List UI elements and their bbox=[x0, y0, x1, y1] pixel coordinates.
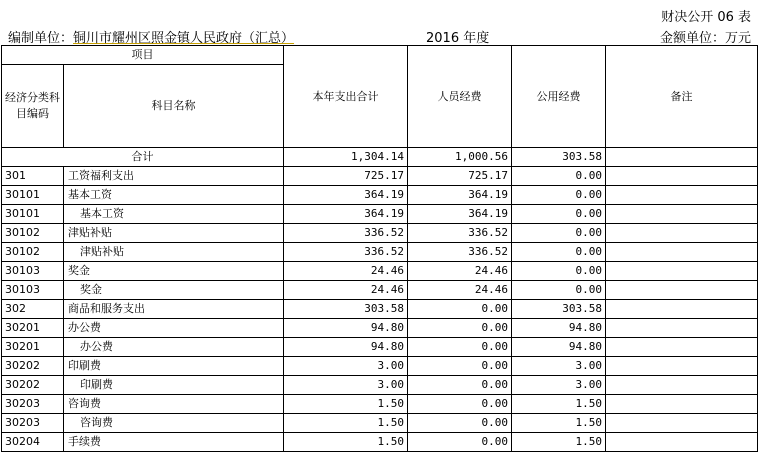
row-total: 364.19 bbox=[284, 205, 408, 224]
row-public: 94.80 bbox=[512, 319, 606, 338]
table-row bbox=[2, 224, 758, 243]
row-name: 奖金 bbox=[64, 262, 284, 281]
table-row bbox=[2, 186, 758, 205]
table-row bbox=[2, 319, 758, 338]
row-public: 0.00 bbox=[512, 205, 606, 224]
header-item: 项目 bbox=[2, 46, 284, 65]
header-name: 科目名称 bbox=[64, 65, 284, 148]
table-row bbox=[2, 281, 758, 300]
header-total: 本年支出合计 bbox=[284, 46, 408, 148]
row-code: 302 bbox=[2, 300, 64, 319]
header-code: 经济分类科目编码 bbox=[5, 91, 60, 120]
row-total: 336.52 bbox=[284, 224, 408, 243]
header-personnel: 人员经费 bbox=[408, 46, 512, 148]
row-code: 30203 bbox=[2, 414, 64, 433]
row-name: 基本工资 bbox=[64, 186, 284, 205]
total-label: 合计 bbox=[2, 148, 284, 167]
table-row bbox=[2, 395, 758, 414]
amount-unit: 金额单位：万元 bbox=[659, 31, 751, 46]
row-note bbox=[606, 338, 758, 357]
row-code: 301 bbox=[2, 167, 64, 186]
row-total: 364.19 bbox=[284, 186, 408, 205]
row-note bbox=[606, 376, 758, 395]
row-total: 94.80 bbox=[284, 319, 408, 338]
row-note bbox=[606, 433, 758, 452]
row-code: 30101 bbox=[2, 186, 64, 205]
row-total: 3.00 bbox=[284, 376, 408, 395]
row-total: 336.52 bbox=[284, 243, 408, 262]
row-code: 30103 bbox=[2, 262, 64, 281]
row-total: 1.50 bbox=[284, 414, 408, 433]
total-sum: 1,304.14 bbox=[284, 148, 408, 167]
row-name: 办公费 bbox=[64, 338, 284, 357]
row-public: 1.50 bbox=[512, 414, 606, 433]
row-personnel: 0.00 bbox=[408, 300, 512, 319]
table-row bbox=[2, 243, 758, 262]
row-note bbox=[606, 319, 758, 338]
row-total: 1.50 bbox=[284, 395, 408, 414]
row-name: 津贴补贴 bbox=[64, 224, 284, 243]
report-year: 2016 年度 bbox=[426, 31, 490, 46]
row-note bbox=[606, 395, 758, 414]
row-public: 0.00 bbox=[512, 281, 606, 300]
row-name: 手续费 bbox=[64, 433, 284, 452]
row-personnel: 725.17 bbox=[408, 167, 512, 186]
row-public: 3.00 bbox=[512, 376, 606, 395]
row-code: 30103 bbox=[2, 281, 64, 300]
row-personnel: 364.19 bbox=[408, 205, 512, 224]
table-row bbox=[2, 300, 758, 319]
expenditure-table bbox=[1, 45, 758, 452]
row-name: 工资福利支出 bbox=[64, 167, 284, 186]
row-public: 1.50 bbox=[512, 395, 606, 414]
form-number: 财决公开 06 表 bbox=[661, 10, 751, 25]
total-row bbox=[2, 148, 758, 167]
row-name: 咨询费 bbox=[64, 395, 284, 414]
total-personnel: 1,000.56 bbox=[408, 148, 512, 167]
row-name: 津贴补贴 bbox=[64, 243, 284, 262]
row-code: 30201 bbox=[2, 319, 64, 338]
table-row bbox=[2, 338, 758, 357]
row-note bbox=[606, 186, 758, 205]
table-row bbox=[2, 262, 758, 281]
row-total: 24.46 bbox=[284, 281, 408, 300]
row-personnel: 0.00 bbox=[408, 338, 512, 357]
table-row bbox=[2, 433, 758, 452]
row-total: 3.00 bbox=[284, 357, 408, 376]
row-name: 商品和服务支出 bbox=[64, 300, 284, 319]
row-total: 94.80 bbox=[284, 338, 408, 357]
row-personnel: 24.46 bbox=[408, 262, 512, 281]
row-public: 1.50 bbox=[512, 433, 606, 452]
row-name: 奖金 bbox=[64, 281, 284, 300]
row-total: 303.58 bbox=[284, 300, 408, 319]
row-public: 0.00 bbox=[512, 262, 606, 281]
row-note bbox=[606, 205, 758, 224]
row-name: 印刷费 bbox=[64, 376, 284, 395]
table-row bbox=[2, 167, 758, 186]
total-note bbox=[606, 148, 758, 167]
row-note bbox=[606, 243, 758, 262]
row-public: 0.00 bbox=[512, 186, 606, 205]
table-row bbox=[2, 357, 758, 376]
total-public: 303.58 bbox=[512, 148, 606, 167]
row-code: 30102 bbox=[2, 243, 64, 262]
row-note bbox=[606, 262, 758, 281]
row-public: 94.80 bbox=[512, 338, 606, 357]
row-total: 725.17 bbox=[284, 167, 408, 186]
row-personnel: 0.00 bbox=[408, 414, 512, 433]
row-public: 0.00 bbox=[512, 224, 606, 243]
row-note bbox=[606, 281, 758, 300]
row-code: 30203 bbox=[2, 395, 64, 414]
row-name: 办公费 bbox=[64, 319, 284, 338]
row-public: 0.00 bbox=[512, 167, 606, 186]
row-name: 印刷费 bbox=[64, 357, 284, 376]
row-code: 30102 bbox=[2, 224, 64, 243]
row-personnel: 0.00 bbox=[408, 319, 512, 338]
table-row bbox=[2, 205, 758, 224]
row-personnel: 0.00 bbox=[408, 395, 512, 414]
row-code: 30202 bbox=[2, 357, 64, 376]
row-personnel: 0.00 bbox=[408, 433, 512, 452]
row-public: 3.00 bbox=[512, 357, 606, 376]
row-personnel: 0.00 bbox=[408, 357, 512, 376]
org-line bbox=[8, 27, 294, 46]
row-public: 303.58 bbox=[512, 300, 606, 319]
row-personnel: 0.00 bbox=[408, 376, 512, 395]
row-total: 1.50 bbox=[284, 433, 408, 452]
org-name: 铜川市耀州区照金镇人民政府（汇总） bbox=[73, 31, 295, 46]
header-note: 备注 bbox=[606, 46, 758, 148]
row-code: 30204 bbox=[2, 433, 64, 452]
row-personnel: 336.52 bbox=[408, 224, 512, 243]
row-personnel: 336.52 bbox=[408, 243, 512, 262]
row-public: 0.00 bbox=[512, 243, 606, 262]
row-name: 基本工资 bbox=[64, 205, 284, 224]
table-row bbox=[2, 414, 758, 433]
row-note bbox=[606, 224, 758, 243]
row-name: 咨询费 bbox=[64, 414, 284, 433]
row-code: 30101 bbox=[2, 205, 64, 224]
row-total: 24.46 bbox=[284, 262, 408, 281]
row-note bbox=[606, 414, 758, 433]
row-personnel: 364.19 bbox=[408, 186, 512, 205]
row-note bbox=[606, 357, 758, 376]
row-code: 30201 bbox=[2, 338, 64, 357]
org-label: 编制单位： bbox=[8, 31, 74, 46]
header-public: 公用经费 bbox=[512, 46, 606, 148]
row-personnel: 24.46 bbox=[408, 281, 512, 300]
row-note bbox=[606, 167, 758, 186]
row-note bbox=[606, 300, 758, 319]
table-row bbox=[2, 376, 758, 395]
row-code: 30202 bbox=[2, 376, 64, 395]
